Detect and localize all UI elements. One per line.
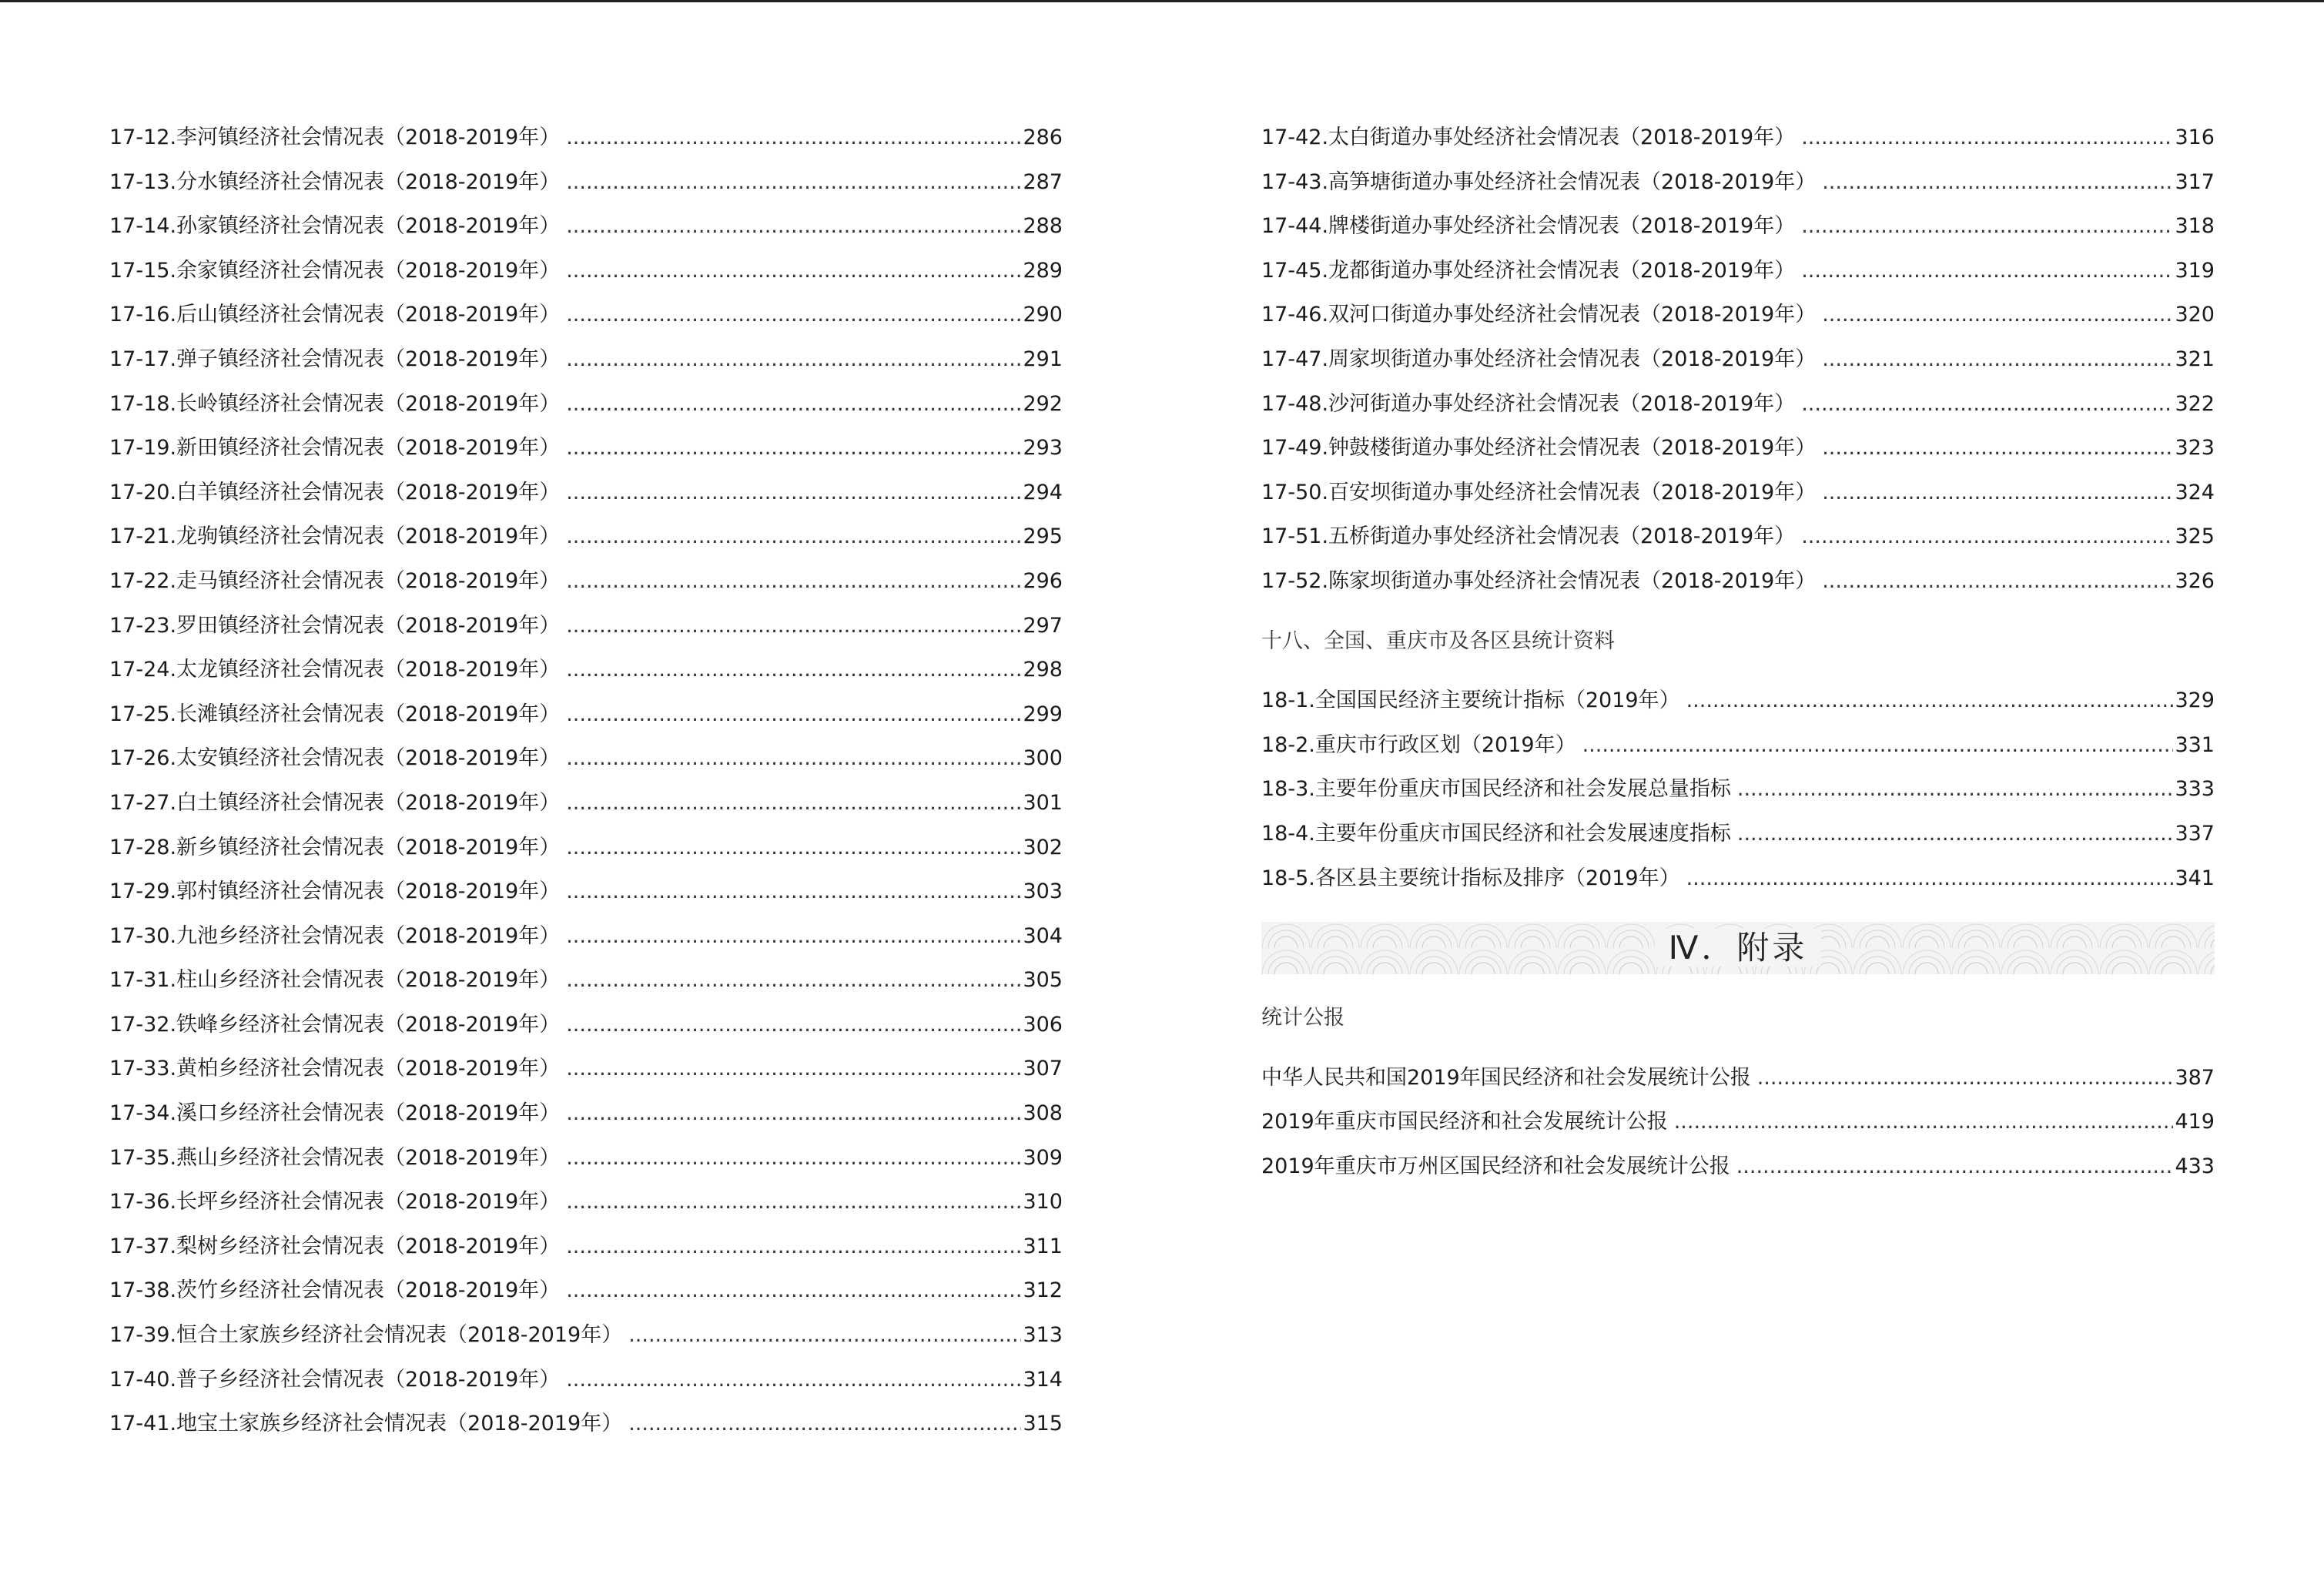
toc-entry[interactable]: [109, 736, 1063, 781]
toc-section-18: [1261, 678, 2215, 900]
dot-leader: [1822, 471, 2173, 515]
toc-entry-title: 17-28.新乡镇经济社会情况表（2018-2019年）: [109, 835, 561, 859]
dot-leader: [628, 1313, 1021, 1358]
toc-entry[interactable]: [109, 1180, 1063, 1225]
dot-leader: [566, 1047, 1021, 1091]
toc-entry[interactable]: [109, 869, 1063, 914]
toc-entry[interactable]: [1261, 160, 2215, 205]
dot-leader: [1822, 559, 2173, 604]
toc-entry-title: 17-16.后山镇经济社会情况表（2018-2019年）: [109, 303, 561, 327]
toc-entry[interactable]: [1261, 1144, 2215, 1189]
toc-entry[interactable]: [109, 337, 1063, 382]
toc-entry-title: 18-5.各区县主要统计指标及排序（2019年）: [1261, 866, 1680, 890]
toc-page-number: 308: [1023, 1101, 1063, 1126]
toc-section-17-continued: [1261, 116, 2215, 604]
toc-page-number: 303: [1023, 879, 1063, 904]
toc-entry[interactable]: [1261, 1100, 2215, 1144]
dot-leader: [1822, 293, 2173, 337]
toc-page-number: 387: [2175, 1065, 2215, 1090]
toc-entry-title: 17-49.钟鼓楼街道办事处经济社会情况表（2018-2019年）: [1261, 436, 1817, 461]
toc-entry[interactable]: [109, 249, 1063, 293]
dot-leader: [566, 382, 1021, 427]
toc-entry[interactable]: [109, 514, 1063, 559]
toc-left-column: [109, 116, 1063, 1446]
toc-page-number: 307: [1023, 1057, 1063, 1081]
toc-entry[interactable]: [1261, 116, 2215, 160]
dot-leader: [566, 781, 1021, 826]
dot-leader: [1757, 1056, 2174, 1101]
toc-entry-title: 17-13.分水镇经济社会情况表（2018-2019年）: [109, 169, 561, 194]
dot-leader: [566, 1003, 1021, 1047]
toc-entry-title: 17-51.五桥街道办事处经济社会情况表（2018-2019年）: [1261, 524, 1796, 549]
toc-page-number: 320: [2175, 303, 2215, 327]
toc-page-number: 300: [1023, 746, 1063, 771]
toc-page-number: 310: [1023, 1190, 1063, 1214]
toc-entry[interactable]: [109, 1003, 1063, 1047]
toc-entry-title: 17-25.长滩镇经济社会情况表（2018-2019年）: [109, 702, 561, 726]
toc-entry[interactable]: [109, 1402, 1063, 1446]
toc-entry[interactable]: [109, 648, 1063, 692]
toc-entry-title: 17-52.陈家坝街道办事处经济社会情况表（2018-2019年）: [1261, 568, 1817, 593]
dot-leader: [566, 293, 1021, 337]
toc-entry-title: 17-48.沙河街道办事处经济社会情况表（2018-2019年）: [1261, 391, 1796, 416]
toc-entry[interactable]: [109, 1136, 1063, 1181]
dot-leader: [1801, 382, 2173, 427]
toc-entry-title: 17-22.走马镇经济社会情况表（2018-2019年）: [109, 568, 561, 593]
dot-leader: [566, 337, 1021, 382]
toc-page-number: 329: [2175, 688, 2215, 713]
toc-page-number: 319: [2175, 258, 2215, 283]
toc-entry-title: 17-43.高笋塘街道办事处经济社会情况表（2018-2019年）: [1261, 169, 1817, 194]
toc-entry-title: 2019年重庆市万州区国民经济和社会发展统计公报: [1261, 1154, 1730, 1178]
toc-entry-title: 18-3.主要年份重庆市国民经济和社会发展总量指标: [1261, 777, 1731, 802]
toc-entry-title: 17-41.地宝土家族乡经济社会情况表（2018-2019年）: [109, 1412, 623, 1436]
toc-entry-title: 17-36.长坪乡经济社会情况表（2018-2019年）: [109, 1190, 561, 1214]
toc-entry[interactable]: [109, 781, 1063, 826]
toc-entry-title: 17-38.茨竹乡经济社会情况表（2018-2019年）: [109, 1278, 561, 1303]
toc-entry-title: 17-33.黄柏乡经济社会情况表（2018-2019年）: [109, 1057, 561, 1081]
toc-entry-title: 18-4.主要年份重庆市国民经济和社会发展速度指标: [1261, 821, 1731, 846]
dot-leader: [566, 116, 1021, 160]
toc-page-number: 311: [1023, 1234, 1063, 1258]
toc-page-number: 302: [1023, 835, 1063, 859]
toc-entry-title: 17-35.燕山乡经济社会情况表（2018-2019年）: [109, 1145, 561, 1170]
toc-page-number: 333: [2175, 777, 2215, 802]
toc-page-number: 298: [1023, 658, 1063, 682]
toc-entry-title: 17-21.龙驹镇经济社会情况表（2018-2019年）: [109, 524, 561, 549]
toc-page-number: 309: [1023, 1145, 1063, 1170]
toc-page-number: 293: [1023, 436, 1063, 461]
dot-leader: [566, 1180, 1021, 1225]
toc-entry[interactable]: [1261, 856, 2215, 901]
toc-page-number: 318: [2175, 214, 2215, 239]
dot-leader: [1737, 767, 2174, 812]
toc-page-number: 341: [2175, 866, 2215, 890]
appendix-banner: [1261, 922, 2215, 974]
dot-leader: [1801, 204, 2173, 249]
dot-leader: [566, 1091, 1021, 1136]
toc-page-number: 325: [2175, 524, 2215, 549]
toc-entry[interactable]: [1261, 1056, 2215, 1101]
toc-entry-title: 17-19.新田镇经济社会情况表（2018-2019年）: [109, 436, 561, 461]
toc-page-number: 290: [1023, 303, 1063, 327]
toc-entry-title: 17-23.罗田镇经济社会情况表（2018-2019年）: [109, 613, 561, 638]
toc-entry[interactable]: [1261, 249, 2215, 293]
toc-entry[interactable]: [109, 160, 1063, 205]
toc-entry-title: 17-24.太龙镇经济社会情况表（2018-2019年）: [109, 658, 561, 682]
dot-leader: [566, 958, 1021, 1003]
toc-entry[interactable]: [109, 116, 1063, 160]
dot-leader: [1822, 160, 2173, 205]
toc-page-number: 292: [1023, 391, 1063, 416]
toc-entry-title: 中华人民共和国2019年国民经济和社会发展统计公报: [1261, 1065, 1751, 1090]
toc-entry[interactable]: [109, 1047, 1063, 1091]
dot-leader: [566, 914, 1021, 959]
toc-page-number: 316: [2175, 126, 2215, 149]
toc-page-number: 315: [1023, 1412, 1063, 1436]
toc-page-number: 322: [2175, 391, 2215, 416]
dot-leader: [566, 426, 1021, 471]
toc-entry[interactable]: [109, 1225, 1063, 1269]
dot-leader: [1822, 337, 2173, 382]
toc-page-number: 305: [1023, 968, 1063, 993]
toc-entry-title: 17-42.太白街道办事处经济社会情况表（2018-2019年）: [1261, 126, 1796, 149]
toc-entry-title: 17-34.溪口乡经济社会情况表（2018-2019年）: [109, 1101, 561, 1126]
dot-leader: [566, 514, 1021, 559]
dot-leader: [1686, 856, 2174, 901]
toc-page-number: 288: [1023, 214, 1063, 239]
toc-entry[interactable]: [1261, 382, 2215, 427]
toc-entry[interactable]: [1261, 678, 2215, 723]
toc-entry-title: 17-32.铁峰乡经济社会情况表（2018-2019年）: [109, 1012, 561, 1037]
toc-entry-title: 18-2.重庆市行政区划（2019年）: [1261, 732, 1576, 757]
toc-entry-title: 17-45.龙都街道办事处经济社会情况表（2018-2019年）: [1261, 258, 1796, 283]
dot-leader: [1737, 812, 2174, 856]
toc-page-number: 306: [1023, 1012, 1063, 1037]
toc-entry[interactable]: [109, 293, 1063, 337]
toc-entry-title: 17-15.余家镇经济社会情况表（2018-2019年）: [109, 258, 561, 283]
toc-page-number: 304: [1023, 923, 1063, 948]
toc-entry[interactable]: [1261, 293, 2215, 337]
dot-leader: [628, 1402, 1021, 1446]
appendix-title: Ⅳ．附录: [1655, 929, 1822, 967]
toc-entry[interactable]: [109, 914, 1063, 959]
toc-page-number: 301: [1023, 790, 1063, 815]
dot-leader: [566, 160, 1021, 205]
toc-page-number: 326: [2175, 568, 2215, 593]
toc-entry[interactable]: [109, 826, 1063, 870]
toc-entry[interactable]: [1261, 337, 2215, 382]
toc-page-number: 317: [2175, 169, 2215, 194]
dot-leader: [1801, 514, 2173, 559]
toc-page-number: 297: [1023, 613, 1063, 638]
toc-entry-title: 17-40.普子乡经济社会情况表（2018-2019年）: [109, 1367, 561, 1392]
toc-right-column: [1261, 116, 2215, 1188]
dot-leader: [566, 559, 1021, 604]
toc-page-number: 295: [1023, 524, 1063, 549]
dot-leader: [566, 249, 1021, 293]
toc-entry-title: 17-29.郭村镇经济社会情况表（2018-2019年）: [109, 879, 561, 904]
toc-entry[interactable]: [109, 559, 1063, 604]
toc-entry-title: 17-39.恒合土家族乡经济社会情况表（2018-2019年）: [109, 1323, 623, 1348]
toc-entry[interactable]: [1261, 471, 2215, 515]
toc-entry[interactable]: [1261, 204, 2215, 249]
toc-entry[interactable]: [109, 692, 1063, 737]
toc-entry-title: 17-50.百安坝街道办事处经济社会情况表（2018-2019年）: [1261, 480, 1817, 504]
section-18-heading: 十八、全国、重庆市及各区县统计资料: [1261, 628, 1615, 653]
toc-entry[interactable]: [109, 604, 1063, 648]
toc-entry[interactable]: [109, 1091, 1063, 1136]
toc-entry[interactable]: [1261, 812, 2215, 856]
toc-entry[interactable]: [109, 1268, 1063, 1313]
dot-leader: [566, 1136, 1021, 1181]
toc-entry-title: 17-47.周家坝街道办事处经济社会情况表（2018-2019年）: [1261, 347, 1817, 371]
toc-entry[interactable]: [109, 426, 1063, 471]
toc-entry[interactable]: [1261, 767, 2215, 812]
toc-entry-title: 17-30.九池乡经济社会情况表（2018-2019年）: [109, 923, 561, 948]
toc-page-number: 314: [1023, 1367, 1063, 1392]
toc-entry[interactable]: [1261, 559, 2215, 604]
toc-entry-title: 17-12.李河镇经济社会情况表（2018-2019年）: [109, 126, 561, 149]
dot-leader: [566, 648, 1021, 692]
toc-entry[interactable]: [109, 1358, 1063, 1402]
toc-entry[interactable]: [109, 958, 1063, 1003]
toc-entry-title: 17-27.白土镇经济社会情况表（2018-2019年）: [109, 790, 561, 815]
dot-leader: [1801, 249, 2173, 293]
toc-bulletin-list: [1261, 1056, 2215, 1189]
dot-leader: [566, 604, 1021, 648]
toc-entry-title: 17-20.白羊镇经济社会情况表（2018-2019年）: [109, 480, 561, 504]
toc-entry-title: 17-18.长岭镇经济社会情况表（2018-2019年）: [109, 391, 561, 416]
toc-page-number: 312: [1023, 1278, 1063, 1303]
dot-leader: [566, 1225, 1021, 1269]
dot-leader: [566, 826, 1021, 870]
toc-page-number: 296: [1023, 568, 1063, 593]
toc-page-number: 337: [2175, 821, 2215, 846]
toc-entry[interactable]: [109, 471, 1063, 515]
top-border-rule: [0, 0, 2324, 2]
dot-leader: [1801, 116, 2173, 160]
toc-entry-title: 17-46.双河口街道办事处经济社会情况表（2018-2019年）: [1261, 303, 1817, 327]
toc-entry-title: 17-37.梨树乡经济社会情况表（2018-2019年）: [109, 1234, 561, 1258]
toc-entry[interactable]: [1261, 723, 2215, 768]
toc-page-number: 287: [1023, 169, 1063, 194]
dot-leader: [1736, 1144, 2174, 1189]
toc-page-number: 323: [2175, 436, 2215, 461]
toc-entry-title: 17-44.牌楼街道办事处经济社会情况表（2018-2019年）: [1261, 214, 1796, 239]
dot-leader: [1582, 723, 2174, 768]
toc-entry-title: 17-14.孙家镇经济社会情况表（2018-2019年）: [109, 214, 561, 239]
toc-page-number: 286: [1023, 126, 1063, 149]
toc-entry-title: 17-31.柱山乡经济社会情况表（2018-2019年）: [109, 968, 561, 993]
toc-entry[interactable]: [1261, 426, 2215, 471]
bulletin-heading: 统计公报: [1261, 1006, 1345, 1030]
toc-entry[interactable]: [109, 382, 1063, 427]
dot-leader: [566, 692, 1021, 737]
dot-leader: [566, 204, 1021, 249]
dot-leader: [1686, 678, 2174, 723]
toc-page-number: 289: [1023, 258, 1063, 283]
toc-entry-title: 2019年重庆市国民经济和社会发展统计公报: [1261, 1110, 1668, 1134]
toc-entry[interactable]: [109, 1313, 1063, 1358]
dot-leader: [566, 869, 1021, 914]
toc-entry-title: 17-17.弹子镇经济社会情况表（2018-2019年）: [109, 347, 561, 371]
dot-leader: [566, 471, 1021, 515]
toc-entry-title: 18-1.全国国民经济主要统计指标（2019年）: [1261, 688, 1680, 713]
toc-page-number: 313: [1023, 1323, 1063, 1348]
toc-entry-title: 17-26.太安镇经济社会情况表（2018-2019年）: [109, 746, 561, 771]
toc-page-number: 294: [1023, 480, 1063, 504]
toc-entry[interactable]: [109, 204, 1063, 249]
dot-leader: [566, 1358, 1021, 1402]
dot-leader: [566, 736, 1021, 781]
toc-page-number: 321: [2175, 347, 2215, 371]
toc-page-number: 331: [2175, 732, 2215, 757]
toc-page-number: 419: [2175, 1110, 2215, 1134]
dot-leader: [1822, 426, 2173, 471]
toc-entry[interactable]: [1261, 514, 2215, 559]
toc-page-number: 299: [1023, 702, 1063, 726]
dot-leader: [1674, 1100, 2174, 1144]
dot-leader: [566, 1268, 1021, 1313]
toc-page-number: 324: [2175, 480, 2215, 504]
toc-page-number: 433: [2175, 1154, 2215, 1178]
toc-page-number: 291: [1023, 347, 1063, 371]
